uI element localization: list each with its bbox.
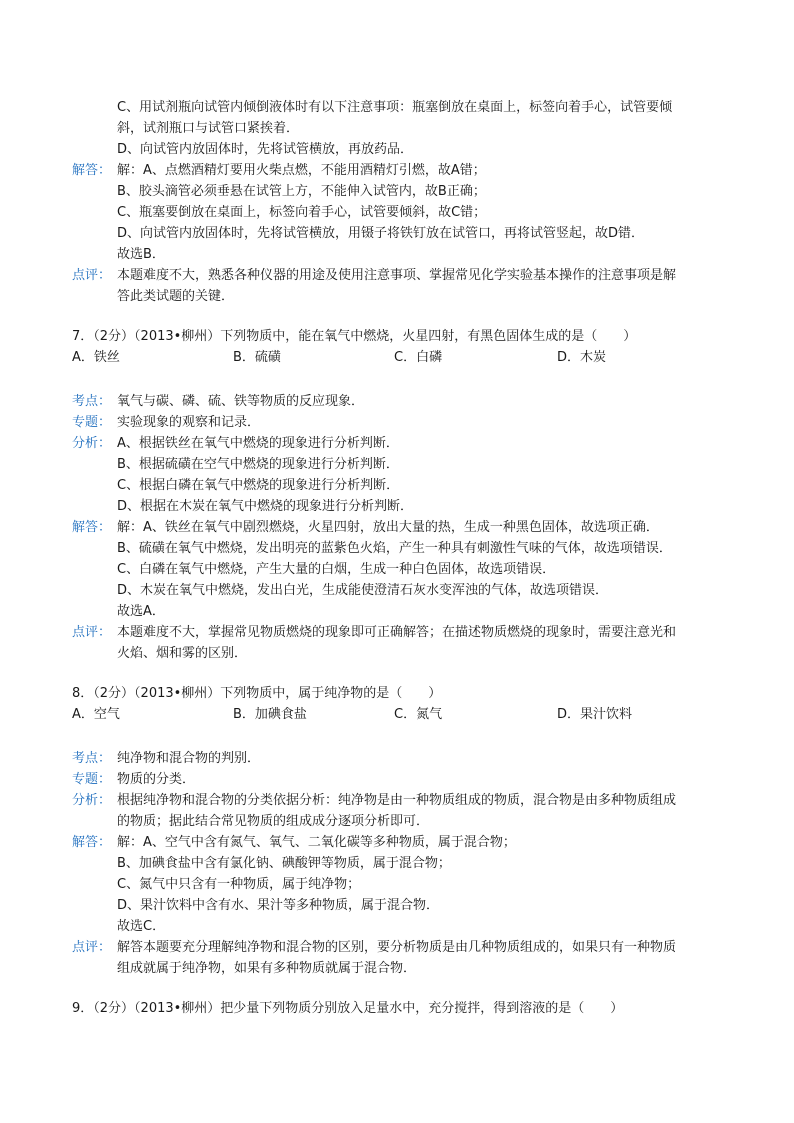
q8-option-b: B．加碘食盐: [233, 707, 307, 722]
q8-answer-line-1: 解：A、空气中含有氮气、氧气、二氧化碳等多种物质，属于混合物；: [117, 835, 516, 850]
q7-comment-label: 点评：: [72, 625, 112, 640]
q8-answer-label: 解答：: [72, 835, 112, 850]
q7-kaodian: 氧气与碳、磷、硫、铁等物质的反应现象．: [117, 394, 365, 409]
q8-comment-line-1: 解答本题要充分理解纯净物和混合物的区别，要分析物质是由几种物质组成的，如果只有一种物质: [117, 940, 677, 955]
q7-option-d: D．木炭: [557, 350, 607, 365]
q8-kaodian: 纯净物和混合物的判别．: [117, 751, 261, 766]
q7-answer-line-5: 故选A．: [117, 604, 165, 619]
q6-comment-line-2: 答此类试题的关键．: [117, 289, 235, 304]
q7-comment-line-2: 火焰、烟和雾的区别．: [117, 646, 248, 661]
q7-comment-line-1: 本题难度不大，掌握常见物质燃烧的现象即可正确解答；在描述物质燃烧的现象时，需要注意光和: [117, 625, 677, 640]
q8-answer-line-5: 故选C．: [117, 919, 166, 934]
q8-analysis-label: 分析：: [72, 793, 112, 808]
q7-kaodian-label: 考点：: [72, 394, 112, 409]
q6-option-c-line-2: 斜，试剂瓶口与试管口紧挨着．: [117, 121, 300, 136]
q6-answer-line-3: C、瓶塞要倒放在桌面上，标签向着手心，试管要倾斜，故C错；: [117, 205, 487, 220]
q6-answer-line-1: 解：A、点燃酒精灯要用火柴点燃，不能用酒精灯引燃，故A错；: [117, 163, 486, 178]
q7-zhuanti-label: 专题：: [72, 415, 112, 430]
q6-option-d-line: D、向试管内放固体时，先将试管横放，再放药品．: [117, 142, 414, 157]
q7-option-b: B．硫磺: [233, 350, 281, 365]
q8-answer-line-2: B、加碘食盐中含有氯化钠、碘酸钾等物质，属于混合物；: [117, 856, 451, 871]
q7-analysis-line-1: A、根据铁丝在氧气中燃烧的现象进行分析判断．: [117, 436, 399, 451]
q7-answer-label: 解答：: [72, 520, 112, 535]
q8-option-c: C．氮气: [394, 707, 443, 722]
q7-options: [72, 348, 752, 368]
q8-analysis-line-1: 根据纯净物和混合物的分类依据分析：纯净物是由一种物质组成的物质，混合物是由多种物质组成: [117, 793, 677, 808]
q6-comment-line-1: 本题难度不大，熟悉各种仪器的用途及使用注意事项、掌握常见化学实验基本操作的注意事项是解: [117, 268, 677, 283]
q7-zhuanti: 实验现象的观察和记录．: [117, 415, 261, 430]
q8-comment-line-2: 组成就属于纯净物，如果有多种物质就属于混合物．: [117, 961, 417, 976]
q6-answer-label: 解答：: [72, 163, 112, 178]
q8-answer-line-4: D、果汁饮料中含有水、果汁等多种物质，属于混合物．: [117, 898, 440, 913]
q8-zhuanti-label: 专题：: [72, 772, 112, 787]
q7-analysis-line-3: C、根据白磷在氧气中燃烧的现象进行分析判断．: [117, 478, 400, 493]
q6-comment-label: 点评：: [72, 268, 112, 283]
q6-option-c-line-1: C、用试剂瓶向试管内倾倒液体时有以下注意事项：瓶塞倒放在桌面上，标签向着手心，试管要倾: [117, 100, 673, 115]
q8-analysis-line-2: 的物质；据此结合常见物质的组成成分逐项分析即可．: [117, 814, 430, 829]
q7-answer-line-2: B、硫磺在氧气中燃烧，发出明亮的蓝紫色火焰，产生一种具有刺激性气味的气体，故选项错误．: [117, 541, 672, 556]
q8-zhuanti: 物质的分类．: [117, 772, 196, 787]
q6-answer-line-5: 故选B．: [117, 247, 165, 262]
q7-option-a: A．铁丝: [72, 350, 120, 365]
q7-option-c: C．白磷: [394, 350, 443, 365]
q8-stem: 8．（2分）（2013•柳州）下列物质中，属于纯净物的是（ ）: [72, 686, 442, 701]
q8-kaodian-label: 考点：: [72, 751, 112, 766]
q7-answer-line-4: D、木炭在氧气中燃烧，发出白光，生成能使澄清石灰水变浑浊的气体，故选项错误．: [117, 583, 609, 598]
q8-answer-line-3: C、氮气中只含有一种物质，属于纯净物；: [117, 877, 361, 892]
q7-analysis-label: 分析：: [72, 436, 112, 451]
q8-options: [72, 705, 752, 725]
q8-comment-label: 点评：: [72, 940, 112, 955]
q8-option-a: A．空气: [72, 707, 120, 722]
q8-option-d: D．果汁饮料: [557, 707, 633, 722]
q7-answer-line-1: 解：A、铁丝在氧气中剧烈燃烧，火星四射，放出大量的热，生成一种黑色固体，故选项正确．: [117, 520, 659, 535]
q7-stem: 7．（2分）（2013•柳州）下列物质中，能在氧气中燃烧，火星四射，有黑色固体生成的是（ ）: [72, 329, 637, 344]
q6-answer-line-4: D、向试管内放固体时，先将试管横放，用镊子将铁钉放在试管口，再将试管竖起，故D错．: [117, 226, 645, 241]
q9-stem: 9．（2分）（2013•柳州）把少量下列物质分别放入足量水中，充分搅拌，得到溶液的是（ ）: [72, 1001, 624, 1016]
q6-answer-line-2: B、胶头滴管必须垂悬在试管上方，不能伸入试管内，故B正确；: [117, 184, 486, 199]
q7-answer-line-3: C、白磷在氧气中燃烧，产生大量的白烟，生成一种白色固体，故选项错误．: [117, 562, 556, 577]
q7-analysis-line-2: B、根据硫磺在空气中燃烧的现象进行分析判断．: [117, 457, 399, 472]
q7-analysis-line-4: D、根据在木炭在氧气中燃烧的现象进行分析判断．: [117, 499, 414, 514]
